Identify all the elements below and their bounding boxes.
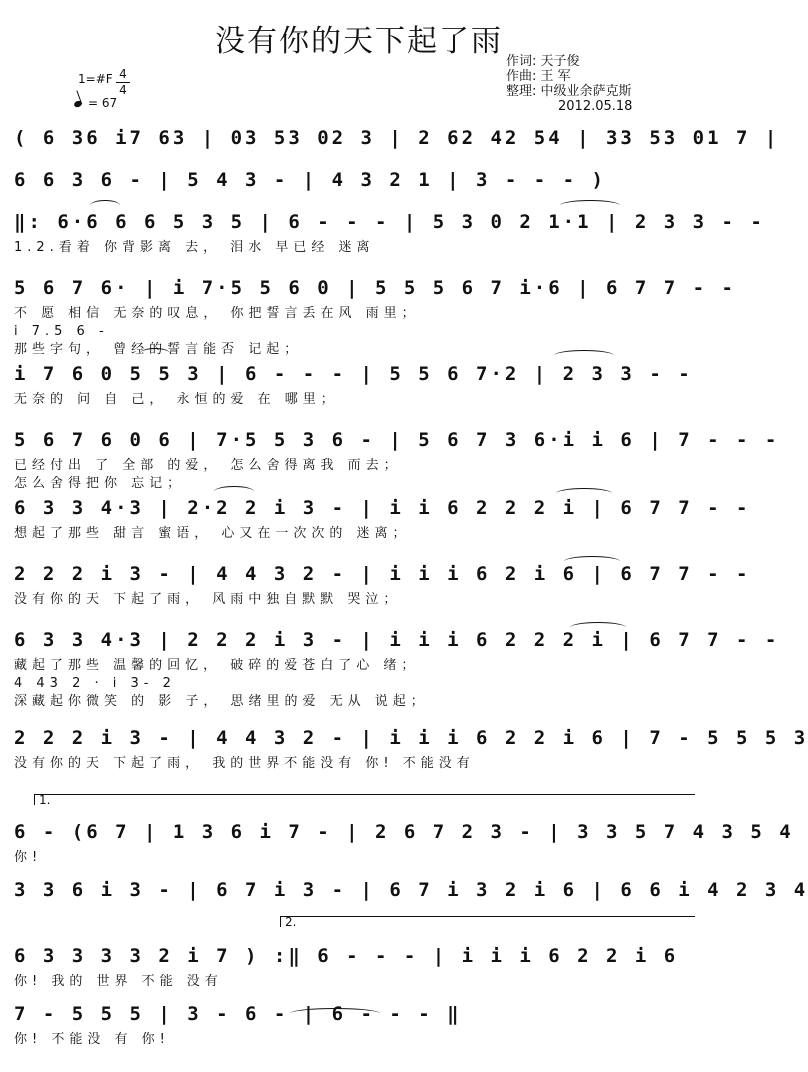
lyric-row: 不 愿 相信 无奈的叹息， 你把誓言丢在风 雨里； — [14, 306, 420, 321]
notation-row: 6 3 3 3 3 2 i 7 ) :‖ 6 - - - | i i i 6 2 2 i 6 — [14, 945, 679, 967]
arranger-credit: 整理: 中级业余萨克斯 — [506, 84, 632, 99]
notation-row: 6 3 3 4·3 | 2·2 2 i 3 - | i i 6 2 2 2 i | 6 7 7 - - — [14, 497, 751, 519]
first-ending-label: 1. — [39, 793, 51, 807]
lyric-row: 已经付出 了 全部 的爱， 怎么舍得离我 而去； — [14, 458, 402, 473]
lyric-row: 你! 我的 世界 不能 没有 — [14, 974, 223, 989]
notation-row: i 7 6 0 5 5 3 | 6 - - - | 5 5 6 7·2 | 2 3 3 - - — [14, 363, 693, 385]
second-ending-bracket — [280, 916, 695, 927]
slur-mark — [214, 486, 254, 497]
notation-row: 7 - 5 5 5 | 3 - 6 - | 6 - - - ‖ — [14, 1003, 462, 1025]
slur-mark — [290, 1008, 380, 1019]
lyric-row: 无奈的 问 自 己， 永恒的爱 在 哪里； — [14, 392, 339, 407]
lyric-row: 没有你的天 下起了雨， 我的世界不能没有 你! 不能没有 — [14, 756, 475, 771]
slur-mark — [564, 556, 620, 567]
notation-row: 6 3 3 4·3 | 2 2 2 i 3 - | i i i 6 2 2 2 i | 6 7 7 - - — [14, 629, 780, 651]
lyric-row: 没有你的天 下起了雨， 风雨中独自默默 哭泣； — [14, 592, 402, 607]
slur-mark — [140, 348, 170, 359]
song-title: 没有你的天下起了雨 — [215, 24, 503, 59]
lyric-row: i 7.5 6 - — [14, 324, 109, 339]
lyric-row: 那些字句， 曾经的誓言能否 记起； — [14, 342, 303, 357]
quarter-note-icon — [73, 99, 83, 107]
lyric-row: 1.2.看着 你背影离 去， 泪水 早已经 迷离 — [14, 240, 375, 255]
time-signature — [116, 68, 130, 97]
meter-bottom: 4 — [119, 83, 127, 97]
notation-row: 5 6 7 6· | i 7·5 5 6 0 | 5 5 5 6 7 i·6 | 6 7 7 - - — [14, 277, 736, 299]
slur-mark — [570, 622, 626, 633]
notation-row: 6 6 3 6 - | 5 4 3 - | 4 3 2 1 | 3 - - - ) — [14, 169, 606, 191]
lyric-row: 想起了那些 甜言 蜜语， 心又在一次次的 迷离； — [14, 526, 411, 541]
key-signature: 1=#F — [78, 72, 113, 86]
notation-row: 5 6 7 6 0 6 | 7·5 5 3 6 - | 5 6 7 3 6·i i 6 | 7 - - - — [14, 429, 780, 451]
lyric-row: 深藏起你微笑 的 影 子， 思绪里的爱 无从 说起； — [14, 694, 429, 709]
notation-row: ( 6 36 i7 63 | 03 53 02 3 | 2 62 42 54 | 33 53 01 7 | — [14, 127, 780, 149]
slur-mark — [554, 350, 614, 361]
tempo-marking — [74, 96, 117, 110]
notation-row: 2 2 2 i 3 - | 4 4 3 2 - | i i i 6 2 2 i 6 | 7 - 5 5 5 3 — [14, 727, 808, 749]
notation-row: 3 3 6 i 3 - | 6 7 i 3 - | 6 7 i 3 2 i 6 | 6 6 i 4 2 3 4 — [14, 879, 808, 901]
meter-top: 4 — [119, 67, 127, 81]
lyric-row: 藏起了那些 温馨的回忆， 破碎的爱苍白了心 绪； — [14, 658, 420, 673]
notation-row: 6 - (6 7 | 1 3 6 i 7 - | 2 6 7 2 3 - | 3 3 5 7 4 3 5 4 — [14, 821, 794, 843]
song-credits — [506, 54, 632, 114]
lyricist-credit: 作词: 天子俊 — [506, 54, 580, 69]
notation-row: ‖: 6·6 6 6 5 3 5 | 6 - - - | 5 3 0 2 1·1 | 2 3 3 - - — [14, 211, 765, 233]
composer-credit: 作曲: 王 军 — [506, 69, 571, 84]
first-ending-bracket — [34, 794, 695, 805]
date-credit: 2012.05.18 — [558, 99, 633, 114]
lyric-row: 4 43 2 · i 3- 2 — [14, 676, 176, 691]
slur-mark — [560, 200, 620, 211]
lyric-row: 你! — [14, 850, 43, 865]
notation-row: 2 2 2 i 3 - | 4 4 3 2 - | i i i 6 2 i 6 | 6 7 7 - - — [14, 563, 751, 585]
lyric-row: 怎么舍得把你 忘记； — [14, 476, 186, 491]
tempo-value: = 67 — [88, 96, 118, 110]
slur-mark — [556, 488, 612, 499]
lyric-row: 你! 不能没 有 你! — [14, 1032, 170, 1047]
second-ending-label: 2. — [285, 915, 297, 929]
slur-mark — [90, 200, 120, 211]
